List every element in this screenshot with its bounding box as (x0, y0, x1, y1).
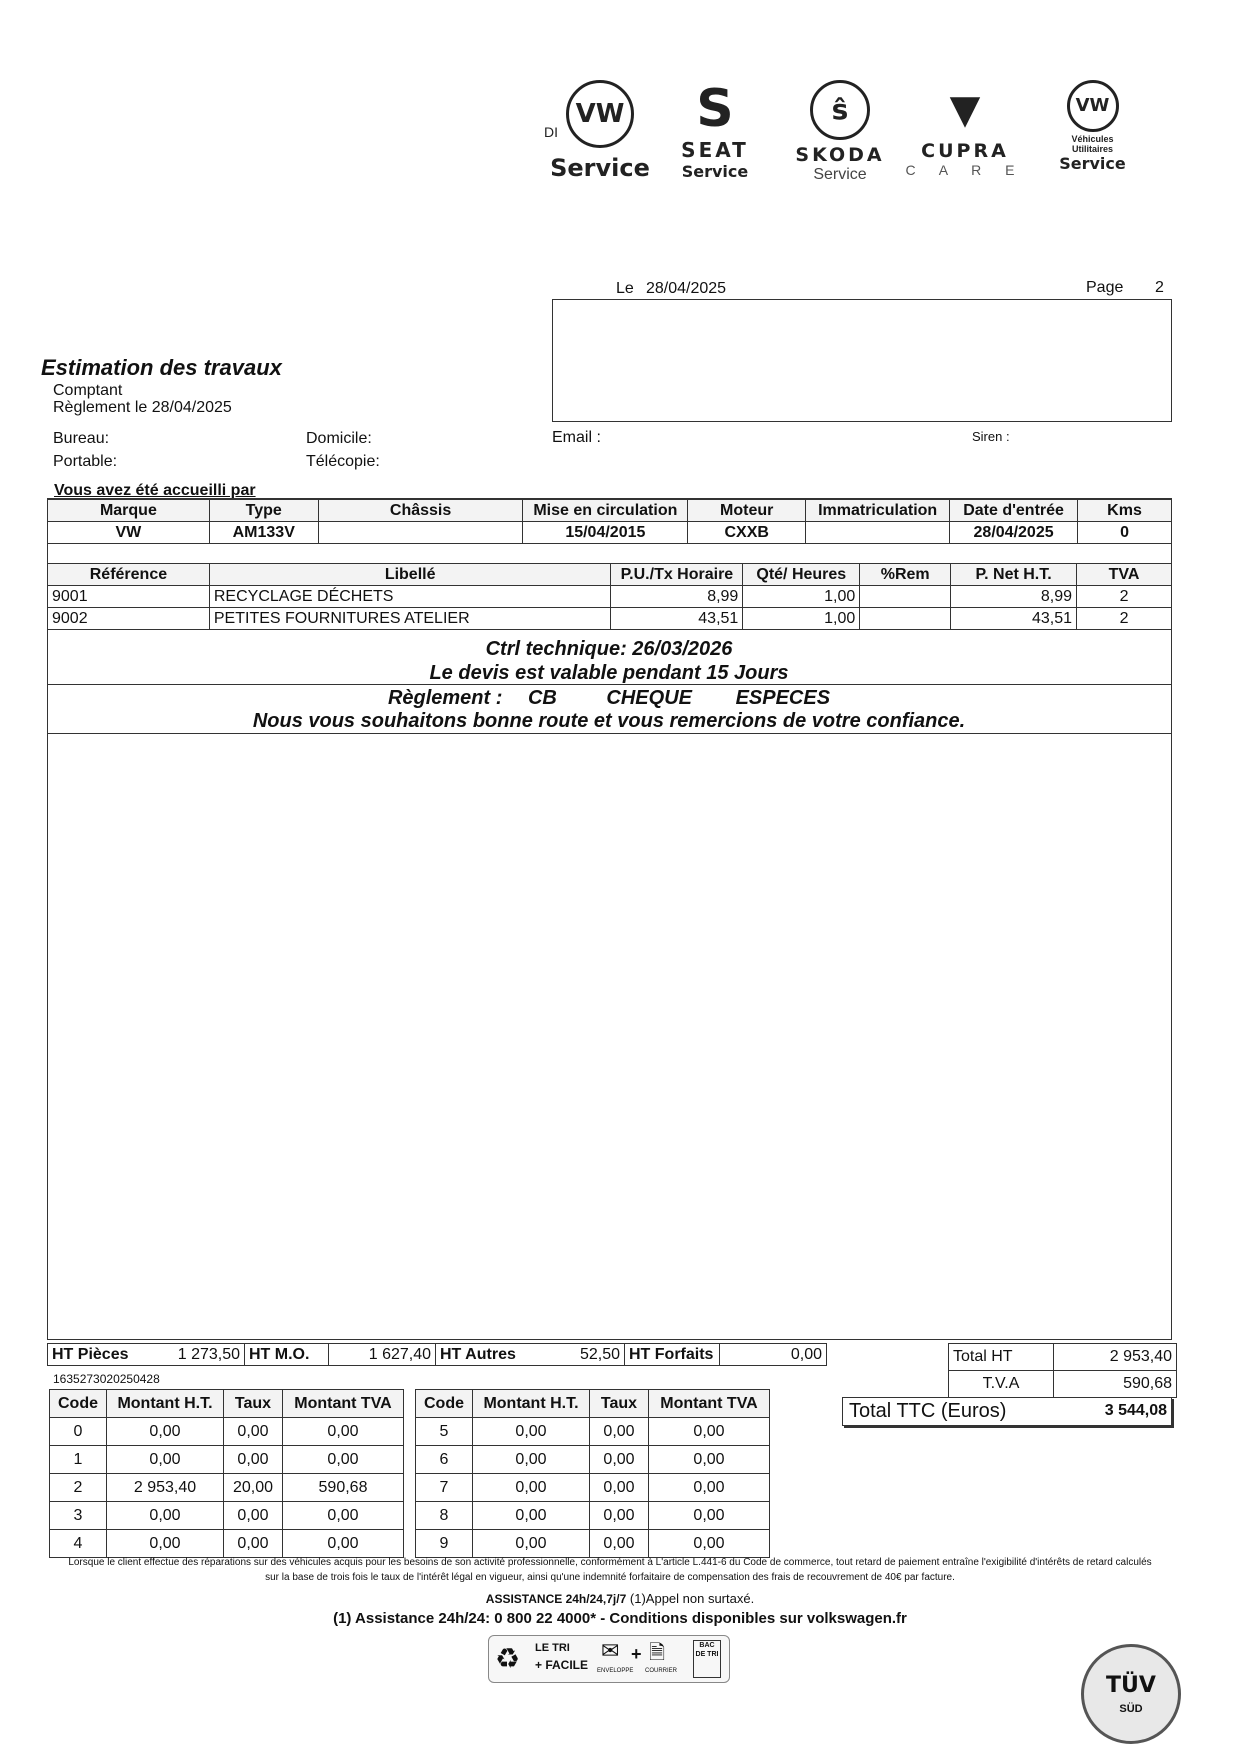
tuv-sud-seal (1081, 1644, 1181, 1744)
vat-taux: 0,00 (590, 1474, 649, 1502)
brand-vw-service (540, 80, 660, 182)
brand-service-label: Service (813, 166, 867, 183)
vat-tva: 0,00 (649, 1418, 770, 1446)
vat-tva: 0,00 (283, 1530, 404, 1558)
line-libelle: PETITES FOURNITURES ATELIER (209, 608, 611, 630)
domicile-label: Domicile: (306, 430, 372, 447)
tuv-label: TÜV (1106, 1673, 1156, 1698)
vat-tva: 0,00 (283, 1418, 404, 1446)
vw-logo-icon: VW (566, 80, 634, 148)
vat-taux: 0,00 (590, 1530, 649, 1558)
vat-taux: 0,00 (224, 1502, 283, 1530)
vat-tva: 0,00 (649, 1530, 770, 1558)
line-libelle: RECYCLAGE DÉCHETS (209, 586, 611, 608)
assistance-line-2: (1) Assistance 24h/24: 0 800 22 4000* - Conditions disponibles sur volkswagen.fr (333, 1610, 907, 1627)
table-row (416, 1418, 770, 1446)
brand-name: Véhicules Utilitaires (1071, 134, 1114, 154)
telecopie-label: Télécopie: (306, 453, 380, 470)
vat-table-left (49, 1389, 404, 1558)
line-rem (860, 586, 951, 608)
line-items-table (47, 563, 1172, 630)
vat-tva: 0,00 (283, 1446, 404, 1474)
col-pu: P.U./Tx Horaire (611, 564, 743, 586)
vehicle-kms: 0 (1078, 522, 1172, 544)
vat-header-row (416, 1390, 770, 1418)
vat-taux: 0,00 (590, 1418, 649, 1446)
col-montant-ht: Montant H.T. (473, 1390, 590, 1418)
table-row (50, 1446, 404, 1474)
brand-skoda-service (785, 80, 895, 184)
col-libelle: Libellé (209, 564, 611, 586)
vat-code: 7 (416, 1474, 473, 1502)
siren-label: Siren : (972, 429, 1010, 444)
bureau-label: Bureau: (53, 430, 110, 447)
thanks-note: Nous vous souhaitons bonne route et vous remercions de votre confiance. (252, 710, 966, 732)
col-marque: Marque (48, 500, 210, 522)
vat-taux: 20,00 (224, 1474, 283, 1502)
vat-ht: 0,00 (107, 1502, 224, 1530)
brand-name: SKODA (795, 144, 885, 166)
notes-divider-bottom (47, 733, 1171, 734)
vat-code: 8 (416, 1502, 473, 1530)
vat-code: 1 (50, 1446, 107, 1474)
subtotals-table (47, 1343, 827, 1366)
appel-label: (1)Appel non surtaxé. (629, 1591, 755, 1606)
ht-pieces-value: 1 273,50 (156, 1344, 245, 1366)
tri-facile-logo (488, 1635, 730, 1683)
line-pu: 8,99 (611, 586, 743, 608)
vat-code: 6 (416, 1446, 473, 1474)
tva-value: 590,68 (1054, 1371, 1177, 1398)
vat-code: 2 (50, 1474, 107, 1502)
date-label: Le (616, 280, 634, 297)
document-date: 28/04/2025 (646, 280, 727, 297)
vat-ht: 2 953,40 (107, 1474, 224, 1502)
brand-service-label: Service (550, 154, 650, 182)
document-number: 1635273020250428 (53, 1372, 160, 1386)
vat-tva: 0,00 (649, 1502, 770, 1530)
table-row (416, 1474, 770, 1502)
line-pu: 43,51 (611, 608, 743, 630)
ht-mo-label: HT M.O. (245, 1344, 329, 1366)
validity-note: Le devis est valable pendant 15 Jours (429, 662, 789, 684)
vat-taux: 0,00 (224, 1530, 283, 1558)
vat-code: 5 (416, 1418, 473, 1446)
page-number: 2 (1155, 279, 1164, 296)
col-kms: Kms (1078, 500, 1172, 522)
tva-label: T.V.A (949, 1371, 1054, 1398)
seat-logo-icon: S (696, 79, 734, 139)
reglement-mode-especes: ESPECES (735, 687, 831, 709)
vat-ht: 0,00 (107, 1530, 224, 1558)
portable-label: Portable: (53, 453, 118, 470)
line-qte: 1,00 (743, 608, 860, 630)
total-ttc-value: 3 544,08 (1104, 1402, 1167, 1419)
line-rem (860, 608, 951, 630)
vat-code: 0 (50, 1418, 107, 1446)
brand-name: CUPRA (921, 140, 1009, 162)
line-reference: 9002 (48, 608, 210, 630)
table-row (50, 1530, 404, 1558)
vat-tva: 0,00 (649, 1474, 770, 1502)
recycle-icon: ♻ (495, 1643, 521, 1674)
skoda-logo-icon: ŝ (810, 80, 870, 140)
page-label: Page (1086, 279, 1124, 296)
tri-sub: + FACILE (535, 1658, 589, 1672)
table-row (48, 586, 1172, 608)
ht-pieces-label: HT Pièces (48, 1344, 157, 1366)
vat-ht: 0,00 (473, 1446, 590, 1474)
table-row (416, 1530, 770, 1558)
vat-code: 9 (416, 1530, 473, 1558)
assistance-line-1 (0, 1591, 1240, 1606)
client-address-box (552, 299, 1172, 422)
line-qte: 1,00 (743, 586, 860, 608)
tri-title: LE TRI (535, 1642, 570, 1654)
vat-ht: 0,00 (473, 1474, 590, 1502)
ht-mo-value: 1 627,40 (329, 1344, 436, 1366)
page-title: Estimation des travaux (41, 355, 282, 380)
brand-vw-utilitaires (1040, 80, 1145, 173)
col-code: Code (50, 1390, 107, 1418)
vehicle-value-row (48, 522, 1172, 544)
line-pnet: 8,99 (951, 586, 1077, 608)
accueilli-label: Vous avez été accueilli par (54, 482, 256, 499)
vat-tva: 0,00 (649, 1446, 770, 1474)
total-ttc-label: Total TTC (Euros) (849, 1400, 1007, 1422)
col-code: Code (416, 1390, 473, 1418)
table-row (416, 1502, 770, 1530)
email-label: Email : (552, 429, 601, 446)
vat-tva: 0,00 (283, 1502, 404, 1530)
col-montant-ht: Montant H.T. (107, 1390, 224, 1418)
vat-taux: 0,00 (224, 1446, 283, 1474)
vehicle-date-entree: 28/04/2025 (950, 522, 1078, 544)
ht-autres-label: HT Autres (436, 1344, 545, 1366)
col-qte: Qté/ Heures (743, 564, 860, 586)
vat-ht: 0,00 (473, 1530, 590, 1558)
vat-tva: 590,68 (283, 1474, 404, 1502)
cupra-logo-icon: ▼ (939, 81, 991, 139)
letter-icon: 🗎 (649, 1642, 666, 1664)
vat-header-row (50, 1390, 404, 1418)
col-reference: Référence (48, 564, 210, 586)
vehicle-table (47, 499, 1172, 544)
tuv-sub-label: SÜD (1119, 1703, 1143, 1715)
line-pnet: 43,51 (951, 608, 1077, 630)
col-date-entree: Date d'entrée (950, 500, 1078, 522)
vat-code: 4 (50, 1530, 107, 1558)
vehicle-moteur: CXXB (688, 522, 806, 544)
line-tva: 2 (1077, 586, 1172, 608)
bac-icon: BAC DE TRI (693, 1640, 721, 1678)
col-tva: TVA (1077, 564, 1172, 586)
ht-forfaits-value: 0,00 (720, 1344, 827, 1366)
col-pnet: P. Net H.T. (951, 564, 1077, 586)
table-row (50, 1502, 404, 1530)
tva-row (949, 1371, 1177, 1398)
line-reference: 9001 (48, 586, 210, 608)
totals-table (948, 1343, 1177, 1398)
reglement-label: Règlement : (387, 687, 503, 709)
ctrl-technique-note: Ctrl technique: 26/03/2026 (485, 638, 733, 660)
vat-taux: 0,00 (590, 1446, 649, 1474)
brand-cupra-care (905, 80, 1025, 178)
payment-date: Règlement le 28/04/2025 (53, 399, 232, 416)
reglement-mode-cheque: CHEQUE (606, 687, 692, 709)
brand-name: SEAT (681, 138, 749, 162)
payment-mode: Comptant (53, 382, 123, 399)
brand-prefix: DI (544, 124, 558, 140)
legal-notice: Lorsque le client effectue des réparations sur des véhicules acquis pour les besoins de son activité professionnelle, conformément à L'article L.441-6 du Code de commerce, tout retard de paiement entraîne l'exigibilité d'intérêts de retard calculés sur la base de trois fois le taux de l'intérêt légal en vigueur, ainsi qu'une indemnité forfaitaire de compensation des frais de recouvrement de 40€ par facture. (68, 1557, 1152, 1583)
vehicle-header-row (48, 500, 1172, 522)
vat-ht: 0,00 (107, 1446, 224, 1474)
courrier-label: COURRIER (645, 1668, 678, 1674)
col-immatriculation: Immatriculation (806, 500, 950, 522)
brand-seat-service (660, 80, 770, 181)
vat-taux: 0,00 (590, 1502, 649, 1530)
vehicle-type: AM133V (209, 522, 318, 544)
assistance-label: ASSISTANCE 24h/24,7j/7 (485, 1592, 627, 1606)
total-ttc-box (842, 1397, 1172, 1426)
table-row (50, 1418, 404, 1446)
reglement-mode-cb: CB (527, 687, 557, 709)
col-taux: Taux (224, 1390, 283, 1418)
enveloppe-label: ENVELOPPE (597, 1668, 634, 1674)
ht-autres-value: 52,50 (544, 1344, 625, 1366)
line-header-row (48, 564, 1172, 586)
brand-service-label: Service (1059, 154, 1126, 173)
plus-icon: + (631, 1644, 642, 1664)
vat-ht: 0,00 (107, 1418, 224, 1446)
col-rem: %Rem (860, 564, 951, 586)
vat-ht: 0,00 (473, 1502, 590, 1530)
col-chassis: Châssis (318, 500, 523, 522)
vat-code: 3 (50, 1502, 107, 1530)
col-type: Type (209, 500, 318, 522)
vat-taux: 0,00 (224, 1418, 283, 1446)
col-mise-en-circulation: Mise en circulation (523, 500, 688, 522)
table-row (416, 1446, 770, 1474)
vat-table-right (415, 1389, 770, 1558)
vehicle-chassis (318, 522, 523, 544)
line-tva: 2 (1077, 608, 1172, 630)
total-ht-value: 2 953,40 (1054, 1344, 1177, 1371)
table-row (50, 1474, 404, 1502)
vw-utilitaires-logo-icon: VW (1067, 80, 1119, 132)
vehicle-mise-en-circulation: 15/04/2015 (523, 522, 688, 544)
col-montant-tva: Montant TVA (283, 1390, 404, 1418)
brand-service-label: C A R E (905, 162, 1025, 178)
vehicle-marque: VW (48, 522, 210, 544)
brand-service-label: Service (681, 162, 749, 181)
vat-ht: 0,00 (473, 1418, 590, 1446)
ht-forfaits-label: HT Forfaits (625, 1344, 720, 1366)
total-ht-row (949, 1344, 1177, 1371)
col-montant-tva: Montant TVA (649, 1390, 770, 1418)
vehicle-immatriculation (806, 522, 950, 544)
col-taux: Taux (590, 1390, 649, 1418)
envelope-icon: ✉ (601, 1638, 620, 1663)
col-moteur: Moteur (688, 500, 806, 522)
reglement-line (47, 687, 1171, 710)
total-ht-label: Total HT (949, 1344, 1054, 1371)
table-row (48, 608, 1172, 630)
